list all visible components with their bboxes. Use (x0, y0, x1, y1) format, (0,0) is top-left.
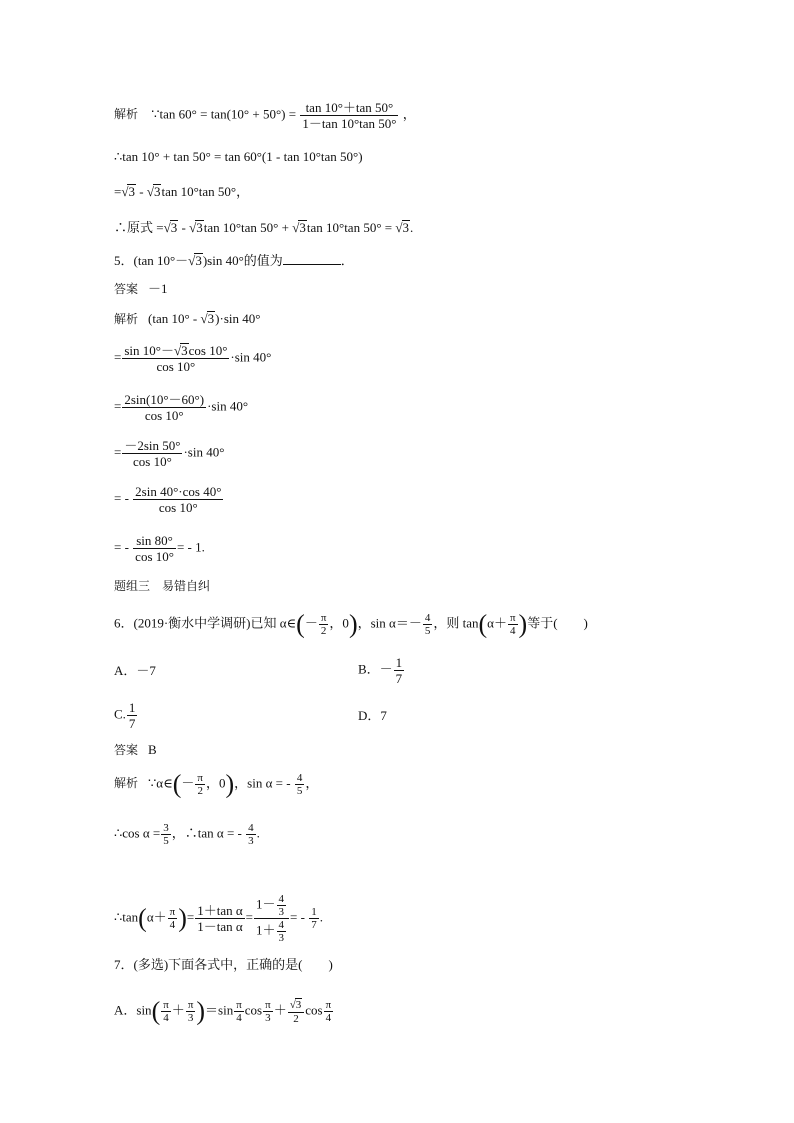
fraction: $\frac{\sin 10^\circ-√3\cos 10^\circ}{\cos 10^\circ}$ (124, 343, 228, 374)
q6-solution-line-1: 解析 ∵α∈(－ $\frac{\pi}{2}$ ，0)，sin α = - $\frac{4}{5}$ ， (114, 769, 319, 799)
q5-solution-line-5: = - $\frac{2\sin 40^\circ\cdot\cos 40^\circ}{\cos 10^\circ}$ (114, 484, 222, 515)
jiexi-label: 解析 (114, 107, 139, 122)
fraction: $\frac{\pi}{4}$ (236, 999, 242, 1024)
fraction: $\frac{4}{5}$ (296, 772, 303, 797)
fraction: $\frac{\pi}{2}$ (197, 772, 203, 797)
fraction: $\frac{4}{3}$ (248, 822, 254, 847)
question-6: 6．(2019·衡水中学调研)已知 α∈(－ $\frac{\pi}{2}$ ，0)，sin α＝－ $\frac{4}{5}$ ，则 tan(α＋ $\frac{\pi}{4}$ )等于( ) (114, 609, 588, 639)
q5-solution-line-4: = $\frac{-2\sin 50^\circ}{\cos 10^\circ}$ ·sin 40° (114, 438, 225, 469)
question-7: 7．(多选)下面各式中，正确的是( ) (114, 957, 333, 972)
fraction: $\frac{4}{5}$ (424, 612, 431, 637)
q6-option-a: A．－7 (114, 663, 156, 678)
q6-solution-line-2: ∴cos α = $\frac{3}{5}$ ，∴tan α = - $\frac{4}{3}$ . (114, 822, 260, 847)
fraction: $\frac{1}{7}$ (395, 655, 403, 686)
fraction: $\frac{\pi}{3}$ (187, 999, 194, 1024)
complex-fraction: 1－ $\frac{4}{3}$ 1＋ $\frac{4}{3}$ (254, 893, 289, 944)
solution-line-3: =√3 - √3tan 10°tan 50°， (114, 184, 250, 199)
fraction: $\frac{3}{5}$ (163, 822, 169, 847)
q6-solution-line-3: ∴tan(α＋ $\frac{\pi}{4}$ )= $\frac{\text{1＋tan α}}{\text{1－tan α}}$ = 1－ $\frac{4}{3}$ 1＋ $\frac{4}{3}$ = - $\frac{1}{7}$ . (114, 893, 323, 944)
fraction: $\frac{4}{3}$ (278, 919, 285, 944)
fraction: $\frac{\pi}{3}$ (265, 999, 271, 1024)
fraction: $\frac{\pi}{4}$ (509, 612, 516, 637)
q5-solution-line-2: = $\frac{\sin 10^\circ-√3\cos 10^\circ}{\cos 10^\circ}$ ·sin 40° (114, 343, 272, 374)
solution-line-2: ∴tan 10° + tan 50° = tan 60°(1 - tan 10°tan 50°) (114, 149, 363, 164)
q6-answer: 答案 B (114, 742, 157, 757)
q5-answer: 答案 －1 (114, 281, 168, 296)
fraction: $\frac{\pi}{4}$ (169, 906, 176, 931)
fraction: $\frac{\sin 80^\circ}{\cos 10^\circ}$ (135, 533, 174, 564)
section-heading: 题组三 易错自纠 (114, 579, 211, 593)
fraction: $\frac{1}{7}$ (128, 700, 136, 731)
fraction: $\frac{\text{1＋tan α}}{\text{1－tan α}}$ (197, 903, 243, 934)
fraction: $\frac{\pi}{4}$ (163, 999, 169, 1024)
fraction: $\frac{\pi}{4}$ (325, 999, 332, 1024)
fraction: $\frac{\tan 10^\circ+\tan 50^\circ}{1-\tan 10^\circ\tan 50^\circ}$ (302, 100, 397, 131)
fraction: $\frac{\pi}{2}$ (320, 612, 327, 637)
q6-option-d: D．7 (358, 708, 387, 723)
solution-line-1: 解析 ∵tan 60° = tan(10° + 50°) = $\frac{\tan 10^\circ+\tan 50^\circ}{1-\tan 10^\circ\tan 50^\circ}$ ， (114, 100, 416, 131)
q5-solution-line-6: = - $\frac{\sin 80^\circ}{\cos 10^\circ}$ = - 1. (114, 533, 205, 564)
q5-solution-line-1: 解析 (tan 10° - √3)·sin 40° (114, 311, 261, 326)
q7-option-a: A．sin( $\frac{\pi}{4}$ ＋ $\frac{\pi}{3}$ )＝sin $\frac{\pi}{4}$ cos $\frac{\pi}{3}$ ＋ $\frac{√3}{2}$ cos $\frac{\pi}{4}$ (114, 996, 332, 1026)
fraction: $\frac{2\sin 40^\circ\cdot\cos 40^\circ}{\cos 10^\circ}$ (135, 484, 222, 515)
fraction: $\frac{√3}{2}$ (288, 998, 305, 1025)
q6-option-c: C. $\frac{1}{7}$ (114, 700, 136, 731)
fraction: $\frac{2\sin(10^\circ-60^\circ)}{\cos 10^\circ}$ (124, 392, 205, 423)
q6-option-b: B．－ $\frac{1}{7}$ (358, 655, 403, 686)
answer-blank (283, 264, 341, 265)
fraction: $\frac{4}{3}$ (278, 893, 285, 918)
question-5: 5．(tan 10°－√3)sin 40°的值为 ． (114, 253, 354, 268)
q5-solution-line-3: = $\frac{2\sin(10^\circ-60^\circ)}{\cos 10^\circ}$ ·sin 40° (114, 392, 249, 423)
solution-line-4: ∴原式 =√3 - √3tan 10°tan 50° + √3tan 10°tan 50° = √3. (114, 220, 414, 235)
fraction: $\frac{-2\sin 50^\circ}{\cos 10^\circ}$ (124, 438, 181, 469)
fraction: $\frac{1}{7}$ (311, 906, 317, 931)
